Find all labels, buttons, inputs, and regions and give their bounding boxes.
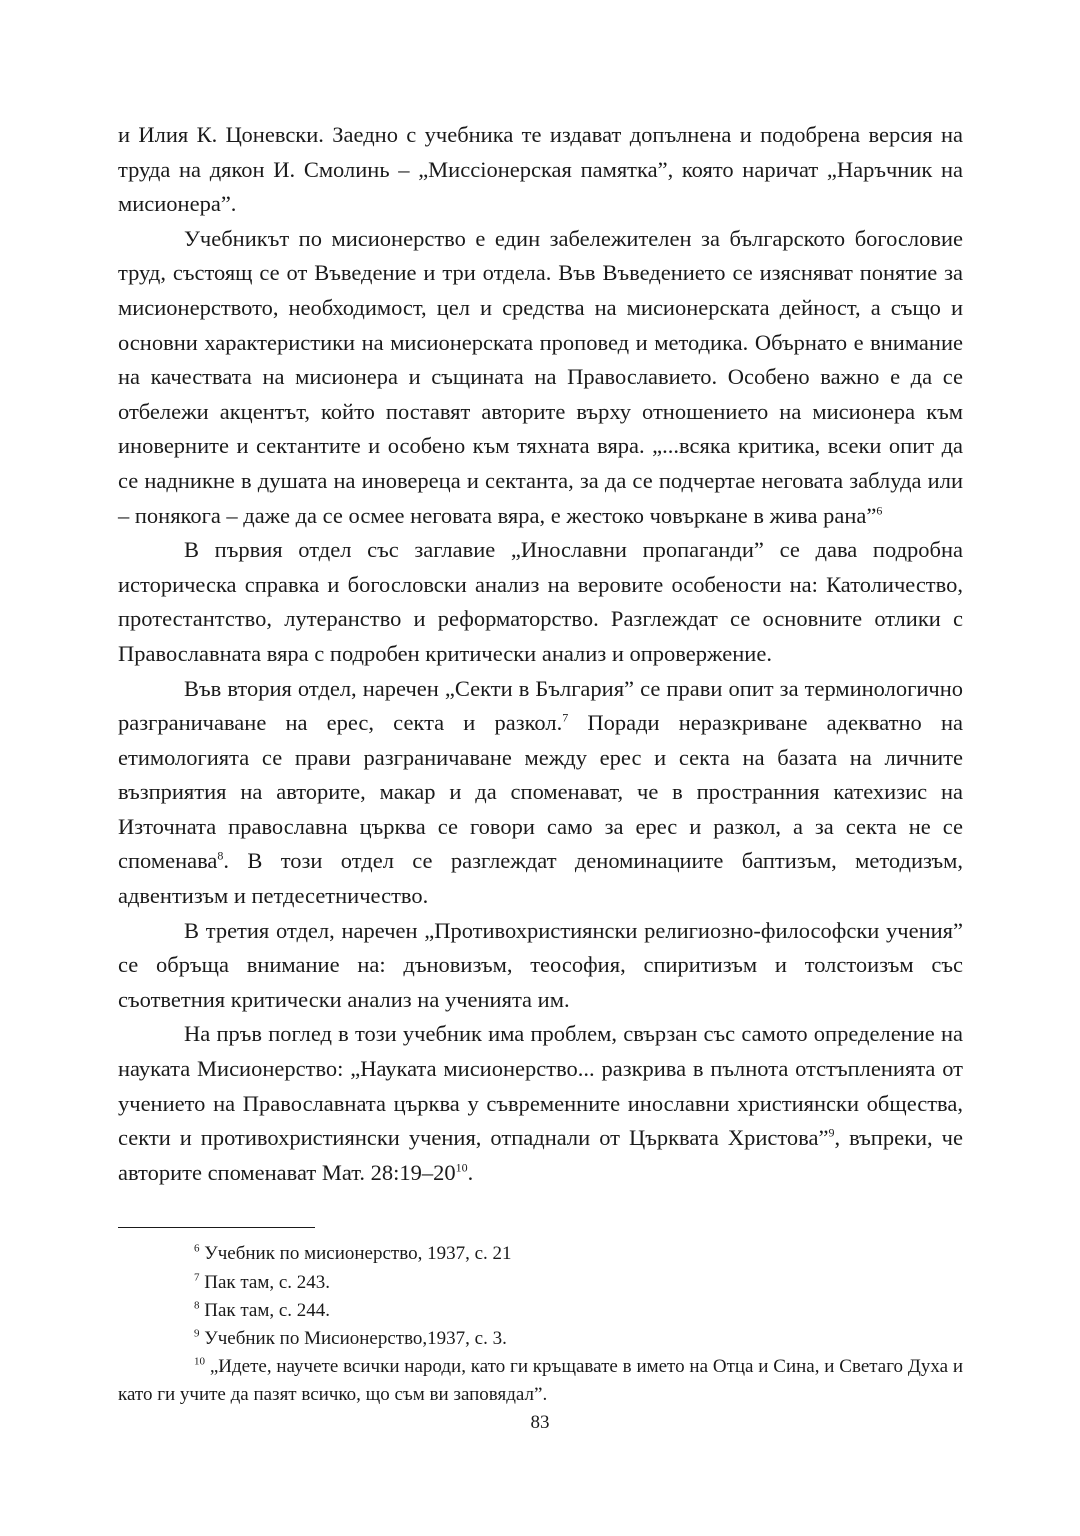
footnote-reference[interactable]: 8 <box>217 848 224 863</box>
footnote-divider <box>118 1227 315 1228</box>
footnote-number: 8 <box>194 1299 200 1312</box>
footnote-item <box>118 1353 963 1409</box>
paragraph-text: Учебникът по мисионерство е един забележителен за българското богословие труд, състоящ се от Въведение и три отдела. Във Въведението се изясняват понятие за мисионерството, необходимост, цел и средства на мисионерската дейност, а също и основни характеристики на мисионерската проповед и методика. Обърнато е внимание на качествата на мисионера и същината на Православието. Особено важно е да се отбележи акцентът, който поставят авторите върху отношението на мисионера към иноверните и сектантите и особено към тяхната вяра. „...всяка критика, всеки опит да се надникне в душата на иновереца и сектанта, за да се подчертае неговата заблуда или – понякога – даже да се осмее неговата вяра, е жестоко човъркане в жива рана” <box>118 225 963 528</box>
footnote-item <box>118 1240 963 1268</box>
footnote-reference[interactable]: 7 <box>562 710 569 725</box>
paragraph-6 <box>118 1017 963 1190</box>
page-content <box>118 118 963 1410</box>
paragraph-text: Поради неразкриване адекватно на етимологията се прави разграничаване между ерес и секта на базата на личните възприятия на авторите, макар и да споменават, че в пространния катехизис на Източната православна църква се говори само за ерес и разкол, а за секта не се споменава <box>118 710 963 874</box>
footnote-item <box>118 1325 963 1353</box>
footnote-number: 6 <box>194 1243 200 1256</box>
footnote-item <box>118 1269 963 1297</box>
paragraph-text: Във втория отдел, наречен „Секти в България” се прави опит за терминологично разграничаване на ерес, секта и разкол. <box>118 675 963 736</box>
paragraph-text: . <box>467 1159 474 1185</box>
paragraph-text: В първия отдел със заглавие „Инославни пропаганди” се дава подробна историческа справка и богословски анализ на веровите особености на: Католичество, протестантство, лутеранство и реформаторство. Разглеждат се основните отлики с Православната вяра с подробен критически анализ и опровержение. <box>118 537 963 666</box>
footnote-item <box>118 1297 963 1325</box>
paragraph-5 <box>118 914 963 1018</box>
footnote-number: 9 <box>194 1327 200 1340</box>
footnote-text: Пак там, с. 244. <box>204 1299 331 1321</box>
paragraph-text: и Илия К. Цоневски. Заедно с учебника те издават допълнена и подобрена версия на труда на дякон И. Смолинь – „Миссіонерская памятка”, която наричат „Наръчник на мисионера”. <box>118 122 963 217</box>
footnote-number: 10 <box>194 1355 205 1368</box>
paragraph-3 <box>118 533 963 671</box>
paragraph-text: , въпреки, че авторите споменават Мат. 28:19–20 <box>118 1125 963 1185</box>
footnote-text: Учебник по мисионерство, 1937, с. 21 <box>204 1243 512 1265</box>
paragraph-text: В третия отдел, наречен „Противохристиянски религиозно-философски учения” се обръща внимание на: дъновизъм, теософия, спиритизъм и толстоизъм със съответния критически анализ на ученията им. <box>118 917 963 1012</box>
footnote-reference[interactable]: 6 <box>876 503 883 518</box>
paragraph-text: . В този отдел се разглеждат деноминациите баптизъм, методизъм, адвентизъм и петдесетничество. <box>118 848 963 909</box>
page-number: 83 <box>530 1412 550 1433</box>
footnote-text: Пак там, с. 243. <box>204 1271 331 1293</box>
paragraph-2 <box>118 222 963 533</box>
body-text <box>118 118 963 1190</box>
paragraph-4 <box>118 672 963 914</box>
paragraph-text: На пръв поглед в този учебник има проблем, свързан със самото определение на науката Мисионерство: „Науката мисионерство... разкрива в пълнота отстъпленията от учението на Православната църква у съвременните инославни християнски общества, секти и противохристиянски учения, отпаднали от Църквата Христова” <box>118 1021 963 1151</box>
footnote-reference[interactable]: 9 <box>828 1125 835 1140</box>
footnote-number: 7 <box>194 1271 200 1284</box>
footnote-text: „Идете, научете всички народи, като ги кръщавате в името на Отца и Сина, и Светаго Духа и като ги учите да пазят всичко, що съм ви заповядал”. <box>118 1356 964 1406</box>
footnote-text: Учебник по Мисионерство,1937, с. 3. <box>204 1328 507 1350</box>
paragraph-1 <box>118 118 963 222</box>
footnote-reference[interactable]: 10 <box>455 1160 468 1175</box>
footnotes <box>118 1240 963 1409</box>
